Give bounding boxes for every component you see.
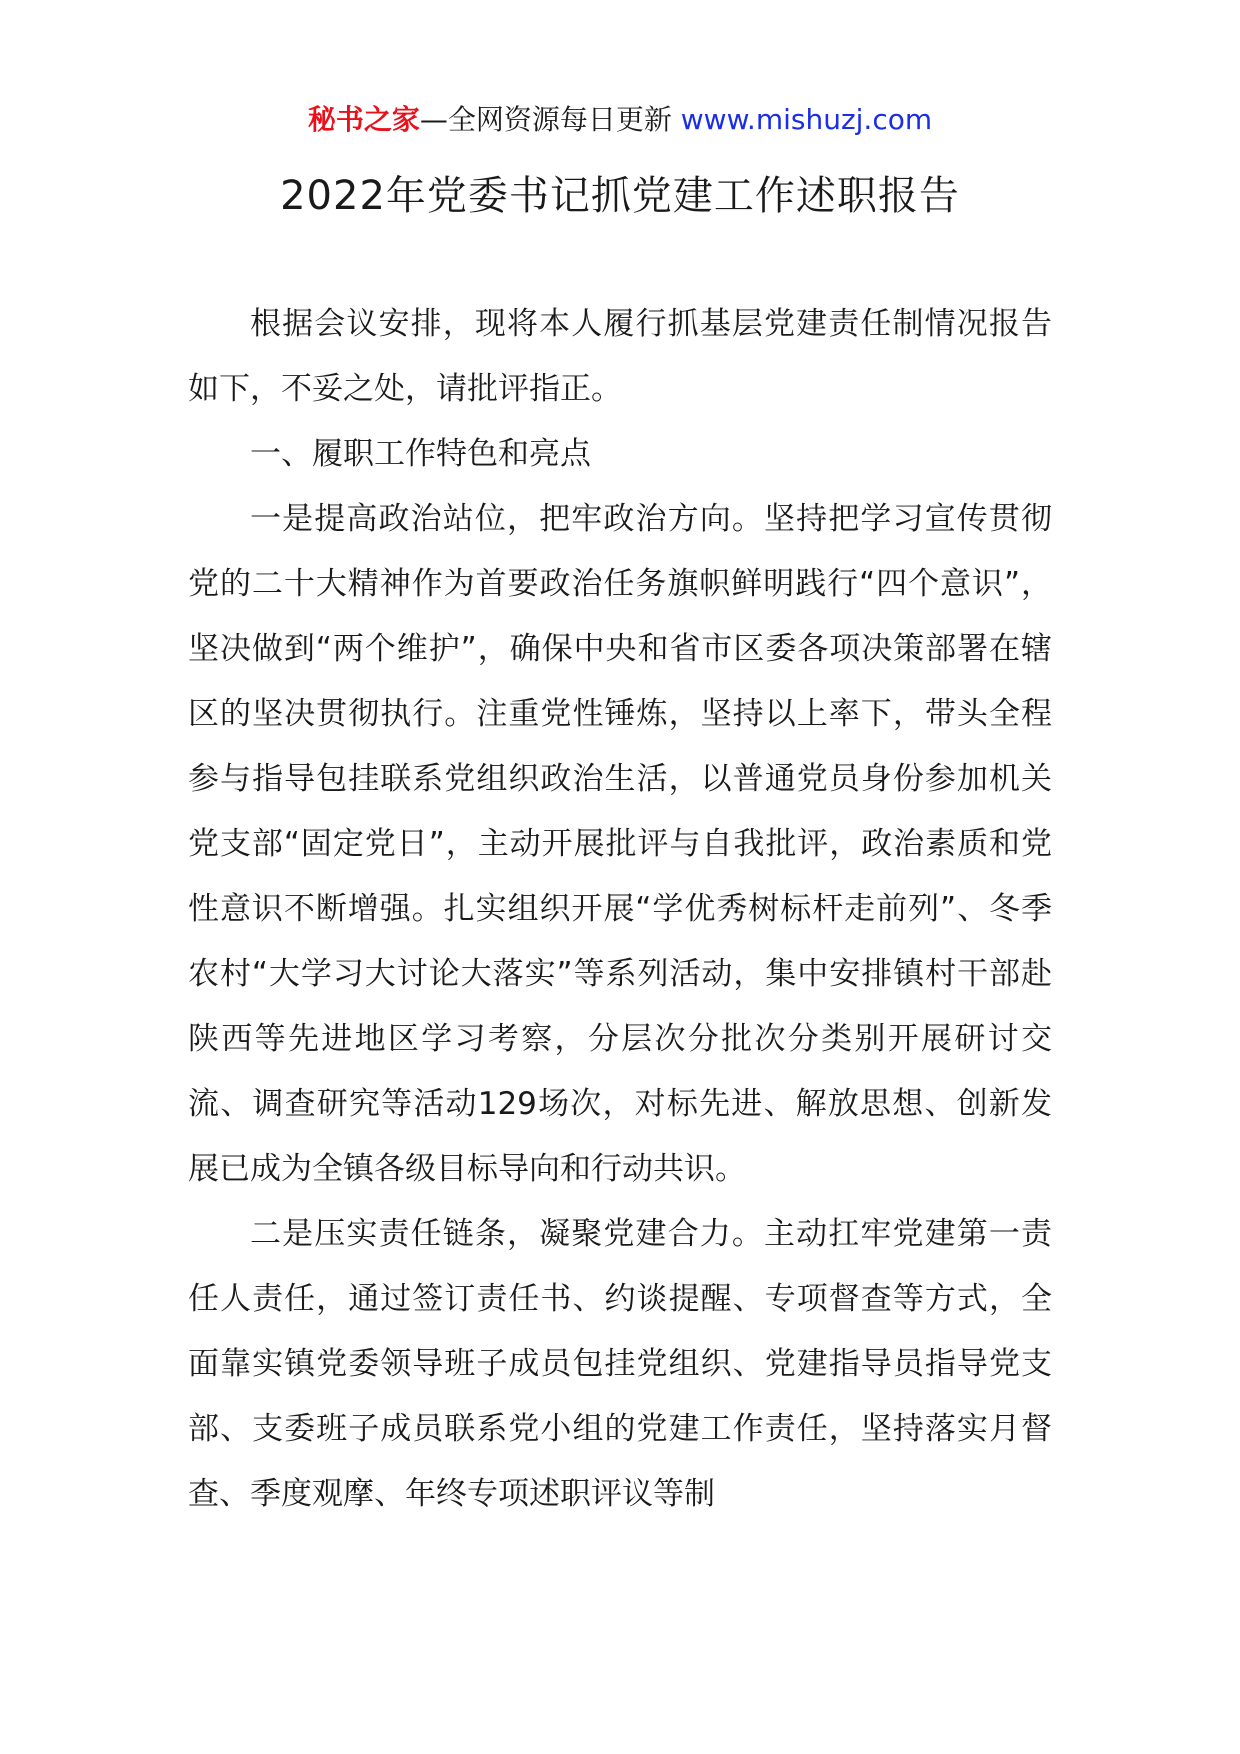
brand-name: 秘书之家 xyxy=(307,103,420,136)
document-title: 2022年党委书记抓党建工作述职报告 xyxy=(280,173,960,219)
site-header xyxy=(0,100,1240,140)
header-tagline: —全网资源每日更新 xyxy=(419,103,681,136)
body-paragraph: 二是压实责任链条，凝聚党建合力。主动扛牢党建第一责任人责任，通过签订责任书、约谈提醒、专项督查等方式，全面靠实镇党委领导班子成员包挂党组织、党建指导员指导党支部、支委班子成员联系党小组的党建工作责任，坚持落实月督查、季度观摩、年终专项述职评议等制 xyxy=(188,1216,1052,1512)
document-body xyxy=(188,292,1052,1527)
section-heading: 一、履职工作特色和亮点 xyxy=(250,436,591,472)
intro-paragraph: 根据会议安排，现将本人履行抓基层党建责任制情况报告如下，不妥之处，请批评指正。 xyxy=(188,306,1052,407)
body-paragraph: 一是提高政治站位，把牢政治方向。坚持把学习宣传贯彻党的二十大精神作为首要政治任务旗帜鲜明践行“四个意识”，坚决做到“两个维护”，确保中央和省市区委各项决策部署在辖区的坚决贯彻执行。注重党性锤炼，坚持以上率下，带头全程参与指导包挂联系党组织政治生活，以普通党员身份参加机关党支部“固定党日”，主动开展批评与自我批评，政治素质和党性意识不断增强。扎实组织开展“学优秀树标杆走前列”、冬季农村“大学习大讨论大落实”等系列活动，集中安排镇村干部赴陕西等先进地区学习考察，分层次分批次分类别开展研讨交流、调查研究等活动129场次，对标先进、解放思想、创新发展已成为全镇各级目标导向和行动共识。 xyxy=(188,501,1052,1187)
site-url-link[interactable]: www.mishuzj.com xyxy=(680,103,933,136)
